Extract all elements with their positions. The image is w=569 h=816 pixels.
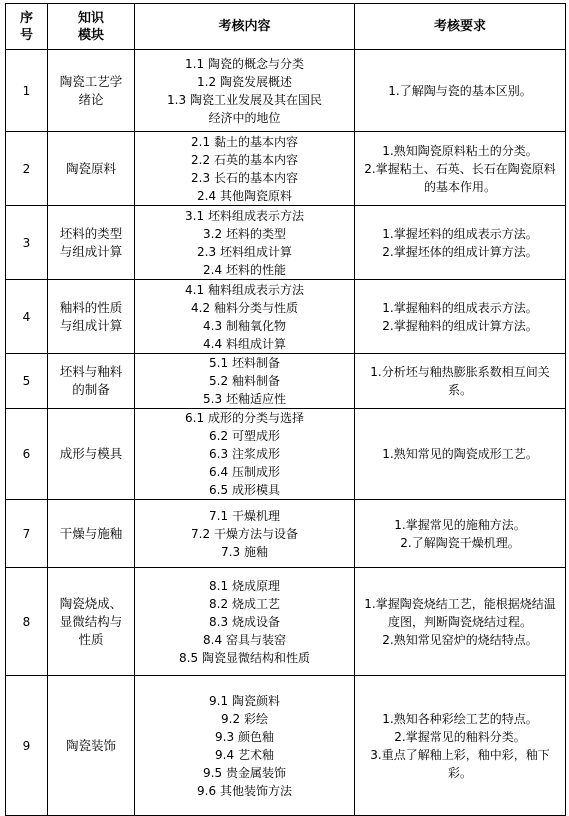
row-requirements (355, 280, 566, 354)
content-item: 5.2 釉料制备 (209, 374, 280, 388)
content-item: 9.6 其他装饰方法 (197, 783, 292, 798)
content-item: 8.3 烧成设备 (209, 614, 280, 629)
row-requirements (355, 50, 566, 132)
row-content (135, 568, 355, 676)
requirement-item: 1.了解陶与瓷的基本区别。 (388, 83, 532, 98)
module-name: 干燥与施釉 (59, 525, 123, 541)
row-content (135, 354, 355, 409)
table-row (6, 206, 566, 280)
content-item: 8.5 陶瓷显微结构和性质 (179, 650, 310, 665)
requirement-item: 2.掌握粘土、石英、长石在陶瓷原料的基本作用。 (364, 161, 556, 194)
row-index: 1 (6, 50, 48, 132)
content-item: 8.2 烧成工艺 (209, 596, 280, 611)
requirement-item: 2.掌握常见的釉料分类。 (394, 729, 526, 744)
row-module (48, 676, 135, 816)
row-module (48, 354, 135, 409)
table-row (6, 132, 566, 206)
requirement-item: 1.掌握坯料的组成表示方法。 (382, 226, 538, 241)
row-module (48, 50, 135, 132)
content-item: 5.1 坯料制备 (209, 356, 280, 370)
content-item: 4.4 料组成计算 (203, 336, 286, 351)
row-content (135, 500, 355, 568)
row-index: 4 (6, 280, 48, 354)
row-requirements (355, 354, 566, 409)
module-name: 坯料的类型与组成计算 (59, 225, 123, 259)
row-requirements (355, 676, 566, 816)
requirement-item: 1.掌握陶瓷烧结工艺，能根据烧结温度图，判断陶瓷烧结过程。 (364, 596, 556, 629)
content-item: 6.5 成形模具 (209, 483, 280, 497)
content-item: 9.3 颜色釉 (215, 729, 274, 744)
content-item: 1.1 陶瓷的概念与分类 (185, 56, 304, 71)
module-name: 陶瓷工艺学绪论 (59, 73, 123, 107)
content-item: 3.2 坯料的类型 (203, 226, 286, 241)
content-item: 7.1 干燥机理 (209, 508, 280, 523)
row-index: 8 (6, 568, 48, 676)
content-item: 2.4 其他陶瓷原料 (197, 188, 292, 203)
content-item: 1.3 陶瓷工业发展及其在国民经济中的地位 (167, 92, 322, 125)
module-name: 釉料的性质与组成计算 (59, 299, 123, 333)
content-item: 4.3 制釉氧化物 (203, 318, 286, 333)
header-content: 考核内容 (135, 4, 355, 50)
table-row (6, 280, 566, 354)
requirement-item: 2.熟知常见窑炉的烧结特点。 (382, 632, 538, 647)
content-item: 2.3 长石的基本内容 (191, 170, 298, 185)
row-module (48, 500, 135, 568)
content-item: 2.2 石英的基本内容 (191, 152, 298, 167)
row-module (48, 206, 135, 280)
table-row (6, 354, 566, 409)
row-module (48, 568, 135, 676)
row-module (48, 132, 135, 206)
content-item: 9.2 彩绘 (221, 711, 268, 726)
content-item: 9.1 陶瓷颜料 (209, 693, 280, 708)
row-requirements (355, 500, 566, 568)
row-index: 6 (6, 409, 48, 500)
module-name: 陶瓷原料 (65, 160, 116, 176)
row-index: 9 (6, 676, 48, 816)
row-content (135, 409, 355, 500)
row-index: 2 (6, 132, 48, 206)
content-item: 6.2 可塑成形 (209, 429, 280, 443)
content-item: 6.1 成形的分类与选择 (185, 411, 304, 425)
row-requirements (355, 206, 566, 280)
content-item: 6.3 注浆成形 (209, 447, 280, 461)
row-content (135, 676, 355, 816)
requirement-item: 2.掌握坯体的组成计算方法。 (382, 244, 538, 259)
exam-syllabus-table (5, 3, 566, 816)
requirement-item: 1.分析坯与釉热膨胀系数相互间关系。 (370, 365, 550, 397)
content-item: 9.4 艺术釉 (215, 747, 274, 762)
content-item: 9.5 贵金属装饰 (203, 765, 286, 780)
module-name: 坯料与釉料的制备 (59, 364, 123, 397)
header-row (6, 4, 566, 50)
requirement-item: 3.重点了解釉上彩，釉中彩，釉下彩。 (370, 747, 550, 780)
content-item: 3.1 坯料组成表示方法 (185, 208, 304, 223)
content-item: 2.4 坯料的性能 (203, 262, 286, 277)
row-module (48, 280, 135, 354)
content-item: 2.1 黏土的基本内容 (191, 134, 298, 149)
row-content (135, 206, 355, 280)
row-index: 7 (6, 500, 48, 568)
row-requirements (355, 132, 566, 206)
header-requirement: 考核要求 (355, 4, 566, 50)
row-module (48, 409, 135, 500)
table-row (6, 500, 566, 568)
row-requirements (355, 409, 566, 500)
content-item: 2.3 坯料组成计算 (197, 244, 292, 259)
content-item: 8.4 窑具与装窑 (203, 632, 286, 647)
requirement-item: 1.熟知陶瓷原料粘土的分类。 (382, 143, 538, 158)
requirement-item: 2.掌握釉料的组成计算方法。 (382, 318, 538, 333)
table-row (6, 50, 566, 132)
content-item: 4.2 釉料分类与性质 (191, 300, 298, 315)
content-item: 5.3 坯釉适应性 (203, 392, 286, 406)
module-name: 陶瓷装饰 (65, 737, 116, 753)
header-module: 知识 模块 (48, 4, 135, 50)
table-row (6, 568, 566, 676)
content-item: 7.3 施釉 (221, 544, 268, 559)
requirement-item: 1.掌握常见的施釉方法。 (394, 517, 526, 532)
content-item: 8.1 烧成原理 (209, 578, 280, 593)
row-content (135, 280, 355, 354)
requirement-item: 1.熟知各种彩绘工艺的特点。 (382, 711, 538, 726)
row-content (135, 50, 355, 132)
requirement-item: 1.掌握釉料的组成表示方法。 (382, 300, 538, 315)
row-requirements (355, 568, 566, 676)
requirement-item: 2.了解陶瓷干燥机理。 (400, 535, 520, 550)
content-item: 6.4 压制成形 (209, 465, 280, 479)
table-row (6, 676, 566, 816)
content-item: 7.2 干燥方法与设备 (191, 526, 298, 541)
row-index: 3 (6, 206, 48, 280)
requirement-item: 1.熟知常见的陶瓷成形工艺。 (382, 447, 538, 461)
content-item: 4.1 釉料组成表示方法 (185, 282, 304, 297)
table-row (6, 409, 566, 500)
content-item: 1.2 陶瓷发展概述 (197, 74, 292, 89)
module-name: 成形与模具 (59, 446, 123, 461)
module-name: 陶瓷烧成、显微结构与性质 (59, 595, 123, 647)
row-content (135, 132, 355, 206)
header-index: 序 号 (6, 4, 48, 50)
row-index: 5 (6, 354, 48, 409)
